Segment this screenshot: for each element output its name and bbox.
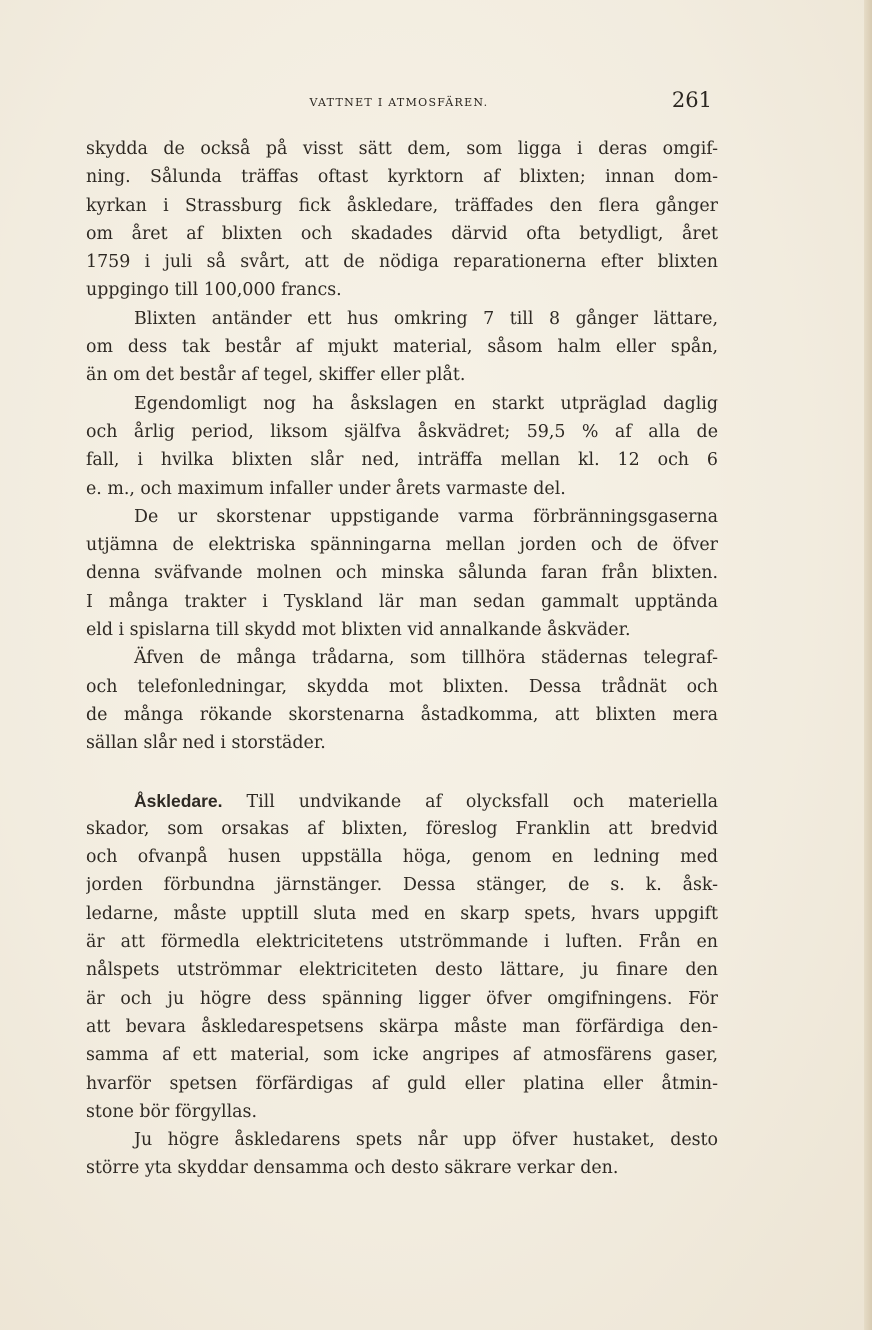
text-line: uppgingo till 100,000 francs. — [86, 280, 342, 301]
text-line: större yta skyddar densamma och desto säkrare verkar den. — [86, 1158, 619, 1179]
page-edge — [864, 0, 872, 1330]
text-line: Egendomligt nog ha åskslagen en starkt utpräglad daglig — [134, 393, 718, 414]
text-line: kyrkan i Strassburg fick åskledare, träffades den flera gånger — [86, 195, 718, 216]
text-line: är att förmedla elektricitetens utströmmande i luften. Från en — [86, 932, 718, 953]
paragraph — [86, 390, 718, 503]
text-line: 1759 i juli så svårt, att de nödiga reparationerna efter blixten — [86, 252, 718, 273]
running-head: VATTNET I ATMOSFÄREN. — [309, 96, 489, 109]
text-line: stone bör förgyllas. — [86, 1101, 257, 1122]
paragraph — [86, 1126, 718, 1183]
text-line: nålspets utströmmar elektriciteten desto lättare, ju finare den — [86, 960, 718, 981]
text-line: att bevara åskledarespetsens skärpa måste man förfärdiga den- — [86, 1016, 718, 1037]
text-line: samma af ett material, som icke angripes af atmosfärens gaser, — [86, 1045, 718, 1066]
text-line: hvarför spetsen förfärdigas af guld eller platina eller åtmin- — [86, 1073, 718, 1094]
text-line: Blixten antänder ett hus omkring 7 till 8 gånger lättare, — [134, 308, 718, 329]
text-line: ning. Sålunda träffas oftast kyrktorn af blixten; innan dom- — [86, 167, 718, 188]
text-line: Ju högre åskledarens spets når upp öfver hustaket, desto — [134, 1130, 718, 1151]
text-line: och telefonledningar, skydda mot blixten. Dessa trådnät och — [86, 676, 718, 697]
text-line: De ur skorstenar uppstigande varma förbränningsgaserna — [134, 506, 718, 527]
paragraph — [86, 503, 718, 644]
text-line: denna sväfvande molnen och minska sålunda faran från blixten. — [86, 563, 718, 584]
paragraph — [86, 135, 718, 305]
text-line: jorden förbundna järnstänger. Dessa stänger, de s. k. åsk- — [86, 875, 718, 896]
paragraph — [86, 305, 718, 390]
text-line: och årlig period, liksom själfva åskvädret; 59,5 % af alla de — [86, 421, 718, 442]
text-line: skador, som orsakas af blixten, föreslog Franklin att bredvid — [86, 818, 718, 839]
section-gap — [86, 758, 718, 787]
text-line: de många rökande skorstenarna åstadkomma, att blixten mera — [86, 704, 718, 725]
text-line: I många trakter i Tyskland lär man sedan gammalt upptända — [86, 591, 718, 612]
text-line: om dess tak består af mjukt material, såsom halm eller spån, — [86, 337, 718, 358]
page-number: 261 — [671, 88, 712, 112]
text-line: Äfven de många trådarna, som tillhöra städernas telegraf- — [134, 648, 718, 669]
text-line: är och ju högre dess spänning ligger öfver omgifningens. För — [86, 988, 718, 1009]
text-line: eld i spislarna till skydd mot blixten vid annalkande åskväder. — [86, 620, 631, 641]
text-line: ledarne, måste upptill sluta med en skarp spets, hvars uppgift — [86, 903, 718, 924]
page-header — [86, 88, 712, 122]
text-line — [86, 787, 718, 815]
paragraph — [86, 787, 718, 1127]
text-line: än om det består af tegel, skiffer eller plåt. — [86, 365, 466, 386]
section-lead-heading: Åskledare. — [134, 790, 223, 811]
text-line: utjämna de elektriska spänningarna mellan jorden och de öfver — [86, 535, 718, 556]
text-line: e. m., och maximum infaller under årets varmaste del. — [86, 478, 566, 499]
text-line: om året af blixten och skadades därvid ofta betydligt, året — [86, 223, 718, 244]
text-line: skydda de också på visst sätt dem, som ligga i deras omgif- — [86, 139, 718, 159]
paragraph — [86, 644, 718, 757]
body-text — [86, 135, 718, 1183]
text-line: fall, i hvilka blixten slår ned, inträffa mellan kl. 12 och 6 — [86, 450, 718, 471]
text-line: och ofvanpå husen uppställa höga, genom en ledning med — [86, 847, 718, 868]
text-line: sällan slår ned i storstäder. — [86, 733, 326, 754]
text-line-content: Till undvikande af olycksfall och materiella — [222, 791, 718, 812]
